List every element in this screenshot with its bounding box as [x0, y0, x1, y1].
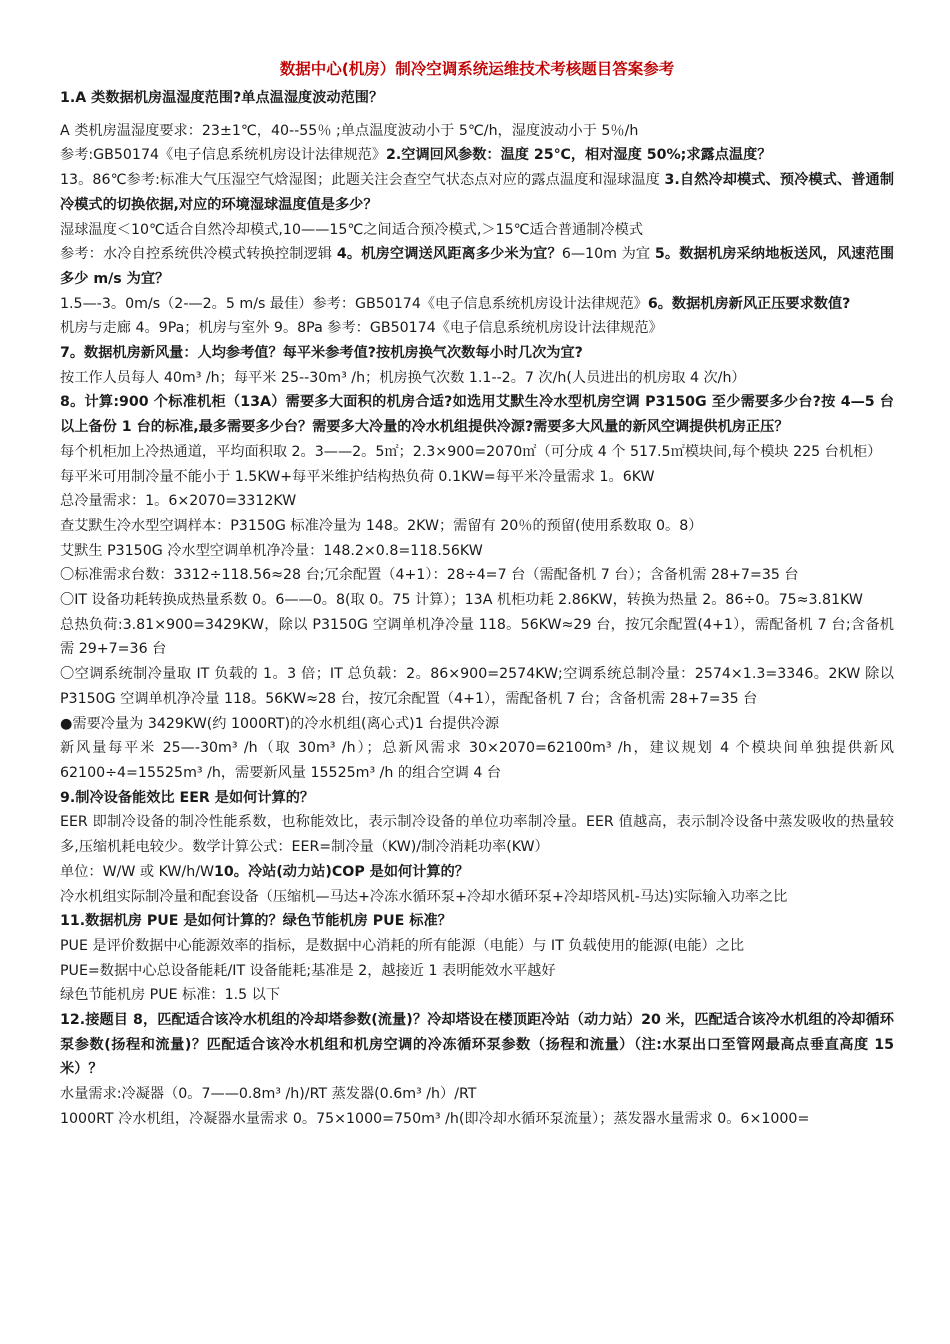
answer-6: 机房与走廊 4。9Pa；机房与室外 9。8Pa 参考：GB50174《电子信息系统机房设计法律规范》	[60, 320, 663, 337]
answer-1-reference: 参考:GB50174《电子信息系统机房设计法律规范》	[60, 147, 387, 164]
question-6: 6。数据机房新风正压要求数值?	[647, 295, 851, 312]
answer-11-line-3: 绿色节能机房 PUE 标准：1.5 以下	[60, 987, 281, 1004]
answer-8-line-1: 每个机柜加上冷热通道，平均面积取 2。3——2。5㎡；2.3×900=2070㎡（可分成 4 个 517.5㎡模块间,每个模块 225 台机柜）	[60, 443, 882, 460]
answer-5: 1.5—-3。0m/s（2-—2。5 m/s 最佳）参考：GB50174《电子信息系统机房设计法律规范》	[60, 295, 648, 312]
answer-12-line-2: 1000RT 冷水机组，冷凝器水量需求 0。75×1000=750m³ /h(即冷却水循环泵流量）；蒸发器水量需求 0。6×1000=	[60, 1110, 810, 1127]
answer-8-line-11: 新风量每平米 25—-30m³ /h（取 30m³ /h）；总新风需求 30×2070=62100m³ /h，建议规划 4 个模块间单独提供新风 62100÷4=15525m³ /h，需要新风量 15525m³ /h 的组合空调 4 台	[60, 740, 894, 781]
answer-5-line	[60, 292, 894, 317]
question-12: 12.接题目 8，匹配适合该冷水机组的冷却塔参数(流量)？冷却塔设在楼顶距冷站（动力站）20 米，匹配适合该冷水机组的冷却循环泵参数(扬程和流量)？匹配适合该冷水机组和机房空调的冷冻循环泵参数（扬程和流量）（注:水泵出口至管网最高点垂直高度 15 米）？	[60, 1012, 894, 1078]
question-10: 10。冷站(动力站)COP 是如何计算的？	[214, 863, 469, 880]
answer-9-line-1: EER 即制冷设备的制冷性能系数，也称能效比，表示制冷设备的单位功率制冷量。EER 值越高，表示制冷设备中蒸发吸收的热量较多,压缩机耗电较少。数学计算公式：EER=制冷量（KW)/制冷消耗功率(KW）	[60, 814, 894, 856]
question-3: 3.自然冷却模式、预冷模式、普通制冷模式的切换依据,对应的环境湿球温度值是多少？	[60, 172, 895, 213]
answer-8-line-5: 艾默生 P3150G 冷水型空调单机净冷量：148.2×0.8=118.56KW	[60, 542, 483, 559]
answer-8-line-10: ●需要冷量为 3429KW(约 1000RT)的冷水机组(离心式)1 台提供冷源	[60, 715, 500, 732]
document-page	[60, 58, 894, 1132]
question-5: 5。数据机房采纳地板送风，风速范围多少 m/s 为宜？	[60, 246, 895, 287]
answer-10: 冷水机组实际制冷量和配套设备（压缩机—马达+冷冻水循环泵+冷却水循环泵+冷却塔风机-马达)实际输入功率之比	[60, 888, 788, 905]
answer-12-line-1: 水量需求:冷凝器（0。7——0.8m³ /h)/RT 蒸发器(0.6m³ /h）/RT	[60, 1086, 477, 1103]
answer-8-line-9: 〇空调系统制冷量取 IT 负载的 1。3 倍；IT 总负载：2。86×900=2574KW;空调系统总制冷量：2574×1.3=3346。2KW 除以 P3150G 空调单机净冷量 118。56KW≈28 台，按冗余配置（4+1），需配备机 7 台；含备机需 28+7=35 台	[60, 666, 894, 707]
question-7: 7。数据机房新风量：人均参考值？每平米参考值?按机房换气次数每小时几次为宜?	[60, 345, 583, 362]
answer-11-line-1: PUE 是评价数据中心能源效率的指标，是数据中心消耗的所有能源（电能）与 IT 负载使用的能源(电能）之比	[60, 937, 745, 954]
answer-9-line-2	[60, 860, 894, 885]
question-2: 2.空调回风参数：温度 25℃，相对湿度 50%;求露点温度？	[386, 147, 772, 164]
answer-11-line-2: PUE=数据中心总设备能耗/IT 设备能耗;基准是 2，越接近 1 表明能效水平越好	[60, 962, 556, 979]
question-1: 1.A 类数据机房温湿度范围?单点温湿度波动范围？	[60, 90, 384, 106]
question-9: 9.制冷设备能效比 EER 是如何计算的？	[60, 789, 315, 806]
document-title: 数据中心(机房）制冷空调系统运维技术考核题目答案参考	[279, 60, 675, 78]
answer-4: 6—10m 为宜	[561, 246, 651, 263]
answer-8-line-6: 〇标准需求台数：3312÷118.56≈28 台;冗余配置（4+1）：28÷4=7 台（需配备机 7 台）；含备机需 28+7=35 台	[60, 567, 799, 584]
question-4: 4。机房空调送风距离多少米为宜？	[336, 246, 562, 263]
answer-8-line-3: 总冷量需求：1。6×2070=3312KW	[60, 493, 297, 510]
answer-8-line-4: 查艾默生冷水型空调样本：P3150G 标准冷量为 148。2KW；需留有 20％的预留(使用系数取 0。8）	[60, 517, 703, 534]
answer-7: 按工作人员每人 40m³ /h；每平米 25--30m³ /h；机房换气次数 1.1--2。7 次/h(人员进出的机房取 4 次/h）	[60, 369, 746, 386]
answer-8-line-2: 每平米可用制冷量不能小于 1.5KW+每平米维护结构热负荷 0.1KW=每平米冷量需求 1。6KW	[60, 468, 655, 485]
answer-8-line-8: 总热负荷:3.81×900=3429KW，除以 P3150G 空调单机净冷量 118。56KW≈29 台，按冗余配置(4+1），需配备机 7 台;含备机需 29+7=36 台	[60, 616, 894, 658]
answer-8-line-7: 〇IT 设备功耗转换成热量系数 0。6——0。8(取 0。75 计算）；13A 机柜功耗 2.86KW，转换为热量 2。86÷0。75≈3.81KW	[60, 592, 863, 609]
answer-3-line-2	[60, 242, 894, 291]
answer-1-line-2	[60, 143, 894, 168]
question-8: 8。计算:900 个标准机柜（13A）需要多大面积的机房合适?如选用艾默生冷水型机房空调 P3150G 至少需要多少台?按 4—5 台以上备份 1 台的标准,最多需要多少台？需要多大冷量的冷水机组提供冷源?需要多大风量的新风空调提供机房正压？	[60, 394, 894, 436]
answer-2: 13。86℃参考:标准大气压湿空气焓湿图；此题关注会查空气状态点对应的露点温度和湿球温度	[60, 172, 660, 189]
answer-1-line-1: A 类机房温湿度要求：23±1℃，40--55％ ;单点温度波动小于 5℃/h，湿度波动小于 5％/h	[60, 122, 639, 139]
document-body	[60, 86, 894, 1132]
answer-2-line	[60, 168, 894, 217]
question-11: 11.数据机房 PUE 是如何计算的？绿色节能机房 PUE 标准？	[60, 913, 452, 930]
answer-3-line-1: 湿球温度＜10℃适合自然冷却模式,10——15℃之间适合预冷模式,＞15℃适合普通制冷模式	[60, 221, 644, 238]
answer-3-reference: 参考：水冷自控系统供冷模式转换控制逻辑	[60, 246, 333, 263]
answer-9-unit: 单位：W/W 或 KW/h/W	[60, 863, 215, 880]
